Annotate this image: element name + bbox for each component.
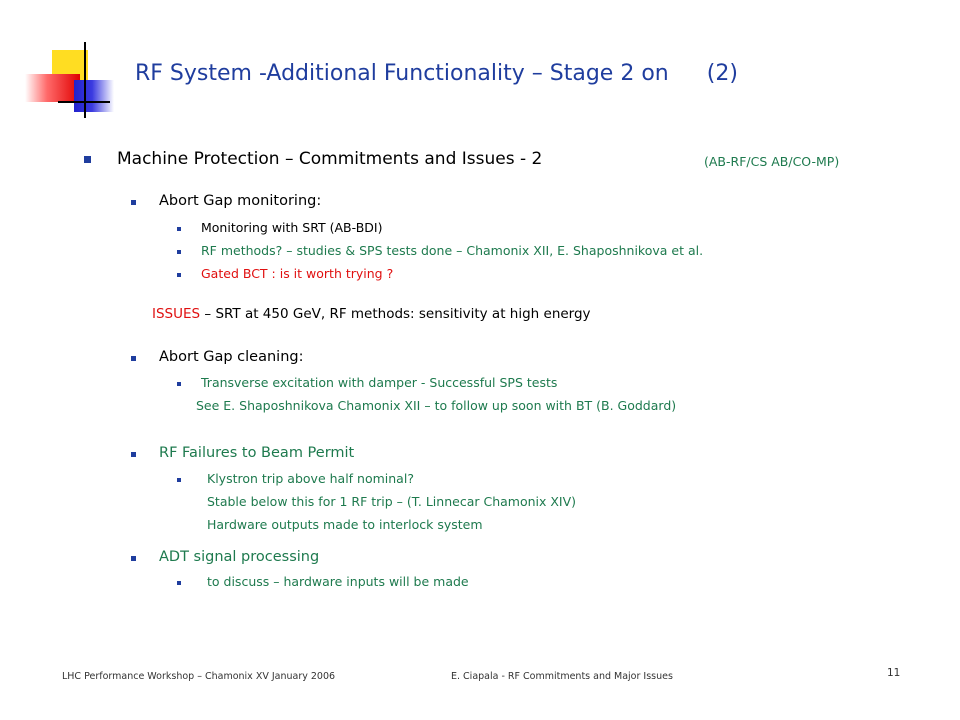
bullet-level1: [84, 156, 91, 163]
cleaning-item: Transverse excitation with damper - Successful SPS tests: [201, 375, 558, 390]
slide-title: [135, 61, 738, 86]
rf-failures-heading: RF Failures to Beam Permit: [159, 445, 355, 461]
bullet-level3: [177, 227, 181, 231]
bullet-level2: [131, 452, 136, 457]
bullet-level2: [131, 200, 136, 205]
slide-title-number: (2): [706, 61, 738, 86]
bullet-level3: [177, 250, 181, 254]
bullet-level3: [177, 581, 181, 585]
page-number: 11: [887, 667, 901, 679]
logo-red-bar: [25, 74, 80, 102]
cleaning-continuation: See E. Shaposhnikova Chamonix XII – to follow up soon with BT (B. Goddard): [196, 398, 677, 413]
bullet-level2: [131, 556, 136, 561]
bullet-level3: [177, 382, 181, 386]
logo-vertical-line: [84, 42, 86, 118]
abort-gap-monitoring-heading: Abort Gap monitoring:: [159, 193, 322, 209]
slide-title-text: RF System -Additional Functionality – Stage 2 on: [135, 61, 669, 86]
adt-item: to discuss – hardware inputs will be made: [207, 574, 469, 589]
rf-failures-line3: Hardware outputs made to interlock system: [207, 517, 483, 532]
bullet-level2: [131, 356, 136, 361]
monitoring-item-srt: Monitoring with SRT (AB-BDI): [201, 220, 383, 235]
footer-center: E. Ciapala - RF Commitments and Major Issues: [451, 671, 673, 682]
footer-left: LHC Performance Workshop – Chamonix XV January 2006: [62, 671, 336, 682]
adt-heading: ADT signal processing: [159, 549, 320, 565]
issues-label: ISSUES: [152, 306, 201, 322]
logo-horizontal-line: [58, 101, 110, 103]
bullet-level3: [177, 478, 181, 482]
abort-gap-cleaning-heading: Abort Gap cleaning:: [159, 349, 304, 365]
logo-blue-square: [74, 80, 114, 112]
issues-line: [152, 306, 591, 322]
monitoring-item-rf-methods: RF methods? – studies & SPS tests done – Chamonix XII, E. Shaposhnikova et al.: [201, 243, 704, 258]
logo-decoration: [0, 0, 140, 130]
rf-failures-line2: Stable below this for 1 RF trip – (T. Linnecar Chamonix XIV): [207, 494, 577, 509]
issues-text: – SRT at 450 GeV, RF methods: sensitivity at high energy: [200, 306, 591, 322]
rf-failures-item: Klystron trip above half nominal?: [207, 471, 414, 486]
bullet-level3: [177, 273, 181, 277]
section-heading: Machine Protection – Commitments and Issues - 2: [117, 149, 543, 169]
monitoring-item-gated-bct: Gated BCT : is it worth trying ?: [201, 266, 394, 281]
section-reference: (AB-RF/CS AB/CO-MP): [704, 154, 840, 169]
